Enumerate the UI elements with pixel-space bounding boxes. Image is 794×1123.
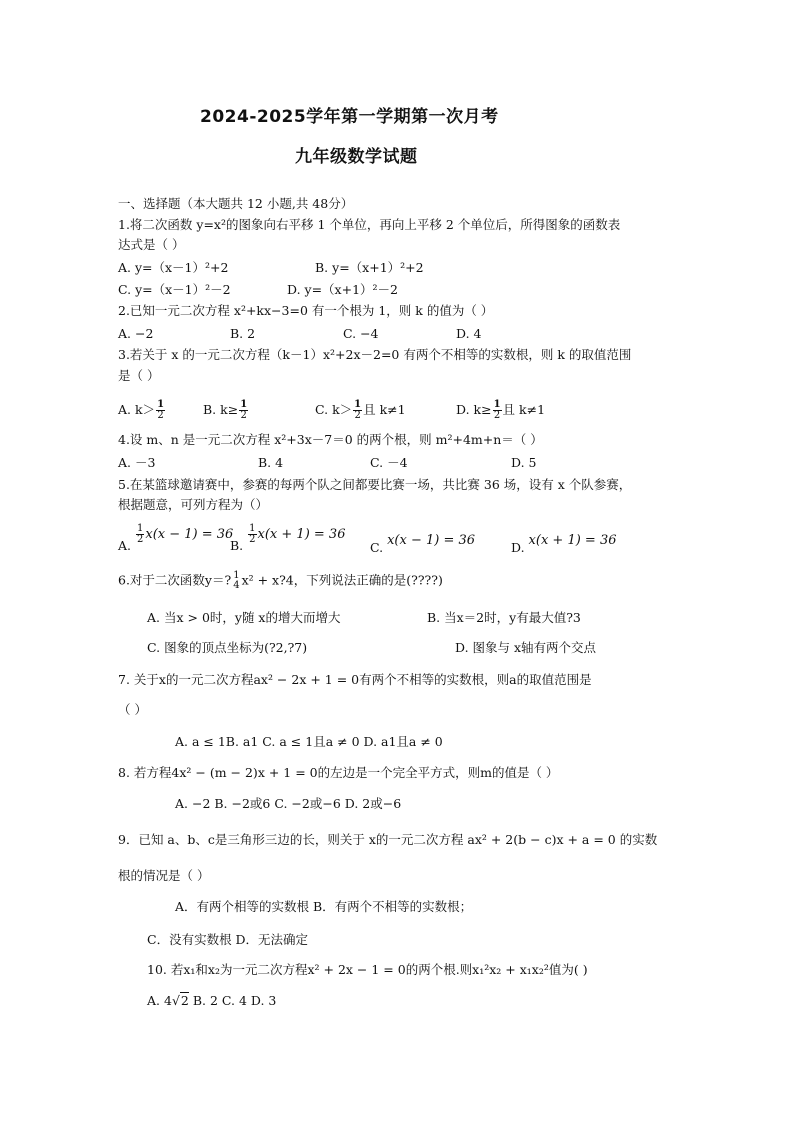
question-6-option-b: B. 当x＝2时，y有最大值?3 xyxy=(427,610,581,625)
option-label: C. k＞ xyxy=(315,402,353,417)
question-2-option-c: C. −4 xyxy=(343,326,379,341)
fraction-denominator: 2 xyxy=(493,410,501,421)
question-3-option-c xyxy=(315,400,406,421)
question-5-stem: 5.在某篮球邀请赛中，参赛的每两个队之间都要比赛一场，共比赛 36 场，设有 x 个队参赛， xyxy=(118,477,632,492)
question-3-option-d xyxy=(456,400,545,421)
question-6-option-a: A. 当x > 0时，y随 x的增大而增大 xyxy=(147,610,341,625)
question-9-options-cd: C．没有实数根 D．无法确定 xyxy=(147,932,309,947)
question-2-option-b: B. 2 xyxy=(230,326,256,341)
fraction-numerator: 1 xyxy=(354,399,362,410)
question-1-option-a: A. y=（x－1）²+2 xyxy=(118,260,229,275)
fraction xyxy=(239,400,248,421)
stem-prefix: 6.对于二次函数y＝? xyxy=(118,572,232,588)
question-5-option-b xyxy=(230,524,345,554)
question-9-options-ab: A．有两个相等的实数根 B．有两个不相等的实数根； xyxy=(175,899,473,914)
question-2-stem: 2.已知一元二次方程 x²+kx−3=0 有一个根为 1，则 k 的值为（ ） xyxy=(118,303,494,318)
question-8-options: A. −2 B. −2或6 C. −2或−6 D. 2或−6 xyxy=(175,796,402,811)
question-1-stem: 1.将二次函数 y=x²的图象向右平移 1 个单位，再向上平移 2 个单位后，所得图象的函数表 xyxy=(118,217,621,232)
question-1-option-b: B. y=（x+1）²+2 xyxy=(315,260,424,275)
question-9-stem: 9．已知 a、b、c是三角形三边的长，则关于 x的一元二次方程 ax² + 2(b − c)x + a = 0 的实数 xyxy=(118,832,658,847)
fraction-half xyxy=(136,524,144,545)
question-9-stem-cont: 根的情况是（ ） xyxy=(118,868,210,883)
question-2-option-d: D. 4 xyxy=(456,326,482,341)
option-label: A. k＞ xyxy=(118,402,156,417)
fraction-numerator: 1 xyxy=(157,399,165,410)
question-1-option-d: D. y=（x+1）²－2 xyxy=(287,282,398,297)
question-5-stem-cont: 根据题意，可列方程为（） xyxy=(118,497,269,512)
question-5-option-a xyxy=(118,524,233,554)
section-heading: 一、选择题（本大题共 12 小题,共 48分） xyxy=(118,196,354,211)
question-10-options xyxy=(147,993,276,1009)
exam-subtitle: 九年级数学试题 xyxy=(295,147,418,167)
fraction-quarter xyxy=(232,571,240,591)
option-label: B. k≥ xyxy=(203,402,239,417)
question-2-option-a: A. −2 xyxy=(118,326,154,341)
question-5-option-c xyxy=(370,532,475,556)
remaining-options: B. 2 C. 4 D. 3 xyxy=(188,993,277,1008)
option-label: A. xyxy=(118,538,132,553)
question-3-option-a xyxy=(118,400,166,421)
equation: x(x + 1) = 36 xyxy=(528,533,617,548)
equation: x(x + 1) = 36 xyxy=(257,527,346,542)
question-7-options: A. a ≤ 1B. a1 C. a ≤ 1且a ≠ 0 D. a1且a ≠ 0 xyxy=(175,734,443,749)
fraction-numerator: 1 xyxy=(233,570,240,581)
equation: x(x − 1) = 36 xyxy=(387,533,476,548)
fraction-half xyxy=(248,524,256,545)
question-6-option-c: C. 图象的顶点坐标为(?2,?7) xyxy=(147,640,308,655)
fraction-denominator: 2 xyxy=(137,534,144,545)
question-3-stem: 3.若关于 x 的一元二次方程（k－1）x²+2x－2=0 有两个不相等的实数根，则 k 的取值范围 xyxy=(118,347,632,362)
equation: x(x − 1) = 36 xyxy=(145,527,234,542)
fraction-numerator: 1 xyxy=(137,523,144,534)
fraction-denominator: 2 xyxy=(249,534,256,545)
question-4-option-b: B. 4 xyxy=(258,455,284,470)
fraction-denominator: 4 xyxy=(233,580,240,591)
fraction-denominator: 2 xyxy=(354,410,361,421)
question-7-stem-cont: （ ） xyxy=(118,702,147,717)
question-1-stem-cont: 达式是（ ） xyxy=(118,237,185,252)
question-4-stem: 4.设 m、n 是一元二次方程 x²+3x－7＝0 的两个根，则 m²+4m+n＝（ ） xyxy=(118,432,543,447)
question-10-stem: 10. 若x₁和x₂为一元二次方程x² + 2x − 1 = 0的两个根.则x₁²x₂ + x₁x₂²值为( ) xyxy=(147,962,588,977)
option-label: C. xyxy=(370,540,384,555)
stem-suffix: x² + x?4，下列说法正确的是(????) xyxy=(241,572,443,588)
option-condition: 且 k≠1 xyxy=(502,402,546,417)
question-6-stem xyxy=(118,571,443,591)
question-5-option-d xyxy=(511,532,616,556)
fraction-denominator: 2 xyxy=(240,410,247,421)
sqrt-radicand: 2 xyxy=(180,993,189,1008)
fraction-denominator: 2 xyxy=(157,410,164,421)
question-8-stem: 8. 若方程4x² − (m − 2)x + 1 = 0的左边是一个完全平方式，则m的值是（ ） xyxy=(118,765,559,780)
question-7-stem: 7. 关于x的一元二次方程ax² − 2x + 1 = 0有两个不相等的实数根，则a的取值范围是 xyxy=(118,672,592,687)
option-condition: 且 k≠1 xyxy=(363,402,406,417)
question-4-option-c: C. －4 xyxy=(370,455,408,470)
option-label: D. xyxy=(511,540,525,555)
question-1-option-c: C. y=（x－1）²－2 xyxy=(118,282,231,297)
fraction-numerator: 1 xyxy=(249,523,256,534)
question-4-option-d: D. 5 xyxy=(511,455,537,470)
fraction xyxy=(353,400,362,421)
option-label: D. k≥ xyxy=(456,402,492,417)
fraction xyxy=(156,400,165,421)
option-label: B. xyxy=(230,538,244,553)
question-3-stem-cont: 是（ ） xyxy=(118,368,160,383)
question-4-option-a: A. －3 xyxy=(118,455,156,470)
sqrt-sign: √ xyxy=(171,993,180,1008)
fraction xyxy=(493,400,502,421)
question-3-option-b xyxy=(203,400,249,421)
option-a-label: A. 4 xyxy=(147,993,172,1008)
question-6-option-d: D. 图象与 x轴有两个交点 xyxy=(455,640,597,655)
fraction-numerator: 1 xyxy=(240,399,248,410)
exam-title: 2024-2025学年第一学期第一次月考 xyxy=(200,107,499,127)
fraction-numerator: 1 xyxy=(493,399,501,410)
